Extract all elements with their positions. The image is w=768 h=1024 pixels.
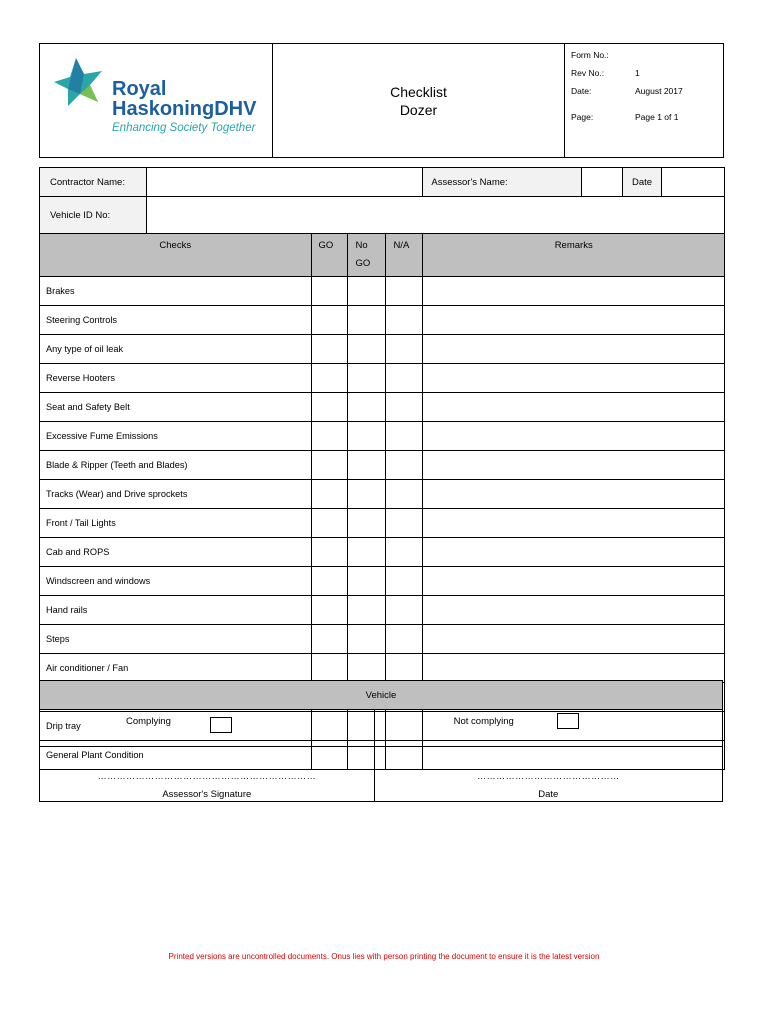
complying-checkbox[interactable] (210, 717, 232, 733)
na-cell[interactable] (386, 393, 423, 422)
remarks-cell[interactable] (423, 625, 725, 654)
assessor-name-label: Assessor's Name: (423, 168, 582, 197)
na-cell[interactable] (386, 451, 423, 480)
check-item-label: Reverse Hooters (40, 364, 312, 393)
date-row (571, 82, 717, 100)
na-cell[interactable] (386, 625, 423, 654)
no-go-cell[interactable] (348, 596, 386, 625)
go-cell[interactable] (311, 596, 348, 625)
remarks-cell[interactable] (423, 306, 725, 335)
go-cell[interactable] (311, 480, 348, 509)
sign-date-label: Date (538, 789, 559, 800)
info-row-2 (40, 197, 725, 234)
check-item-label: Brakes (40, 277, 312, 306)
check-item-label: Any type of oil leak (40, 335, 312, 364)
check-item-label: Drip tray (40, 712, 312, 741)
go-cell[interactable] (311, 364, 348, 393)
date-label: Date: (571, 86, 592, 96)
logo-cell (40, 44, 273, 158)
doc-subtitle: Dozer (399, 101, 438, 118)
remarks-cell[interactable] (423, 335, 725, 364)
checklist-row (40, 422, 725, 451)
go-cell[interactable] (311, 654, 348, 683)
na-cell[interactable] (386, 480, 423, 509)
check-item-label: Excessive Fume Emissions (40, 422, 312, 451)
check-item-label: Steps (40, 625, 312, 654)
checklist-row (40, 538, 725, 567)
col-go: GO (311, 234, 348, 277)
go-cell[interactable] (311, 277, 348, 306)
checklist-row (40, 451, 725, 480)
remarks-cell[interactable] (423, 654, 725, 683)
no-go-cell[interactable] (348, 625, 386, 654)
no-go-cell[interactable] (348, 451, 386, 480)
signature-line: …………………………………………………………… (97, 771, 317, 781)
na-cell[interactable] (386, 538, 423, 567)
not-complying-label: Not complying (453, 716, 514, 727)
check-item-label: Blade & Ripper (Teeth and Blades) (40, 451, 312, 480)
logo-line1: Royal (112, 78, 167, 100)
no-go-cell[interactable] (348, 364, 386, 393)
checklist-row (40, 480, 725, 509)
contractor-name-label: Contractor Name: (40, 168, 147, 197)
sign-date-cell[interactable] (374, 747, 722, 802)
complying-cell (40, 710, 375, 747)
no-go-cell[interactable] (348, 335, 386, 364)
not-complying-checkbox[interactable] (557, 713, 579, 729)
check-item-label: Air conditioner / Fan (40, 654, 312, 683)
rev-no-value: 1 (635, 68, 640, 78)
column-header-row (40, 234, 725, 277)
col-checks: Checks (40, 234, 312, 277)
na-cell[interactable] (386, 596, 423, 625)
na-cell[interactable] (386, 509, 423, 538)
na-cell[interactable] (386, 567, 423, 596)
vehicle-title: Vehicle (40, 681, 723, 710)
assessor-name-field[interactable] (582, 168, 623, 197)
no-go-cell[interactable] (348, 277, 386, 306)
vehicle-id-field[interactable] (146, 197, 724, 234)
remarks-cell[interactable] (423, 364, 725, 393)
remarks-cell[interactable] (423, 451, 725, 480)
header-table (39, 43, 724, 158)
check-item-label: Tracks (Wear) and Drive sprockets (40, 480, 312, 509)
no-go-cell[interactable] (348, 567, 386, 596)
no-go-cell[interactable] (348, 306, 386, 335)
col-no-go (348, 234, 386, 277)
remarks-cell[interactable] (423, 277, 725, 306)
go-cell[interactable] (311, 422, 348, 451)
check-item-label: General Plant Condition (40, 741, 312, 770)
no-go-cell[interactable] (348, 393, 386, 422)
checklist-row (40, 364, 725, 393)
title-cell (273, 44, 565, 158)
rev-no-row (571, 64, 717, 82)
remarks-cell[interactable] (423, 509, 725, 538)
check-item-label: Seat and Safety Belt (40, 393, 312, 422)
date-cell (623, 168, 725, 197)
checklist-row (40, 567, 725, 596)
col-remarks: Remarks (423, 234, 725, 277)
star-icon (54, 58, 102, 106)
col-no-go-line1: No (355, 240, 368, 251)
form-no-row (571, 46, 717, 64)
go-cell[interactable] (311, 567, 348, 596)
check-item-label: Hand rails (40, 596, 312, 625)
date-value: August 2017 (635, 86, 683, 96)
checklist-row (40, 509, 725, 538)
vehicle-id-label: Vehicle ID No: (40, 197, 147, 234)
rev-no-label: Rev No.: (571, 68, 605, 78)
page-value: Page 1 of 1 (635, 112, 679, 122)
signature-cell[interactable] (40, 747, 375, 802)
remarks-cell[interactable] (423, 480, 725, 509)
checklist-row (40, 596, 725, 625)
checklist-row (40, 393, 725, 422)
checklist-row (40, 277, 725, 306)
date-field[interactable] (662, 168, 724, 196)
remarks-cell[interactable] (423, 393, 725, 422)
page-row (571, 108, 717, 126)
no-go-cell[interactable] (348, 422, 386, 451)
go-cell[interactable] (311, 509, 348, 538)
royal-haskoningdhv-logo (40, 44, 272, 152)
remarks-cell[interactable] (423, 538, 725, 567)
check-item-label: Cab and ROPS (40, 538, 312, 567)
assessor-signature-label: Assessor's Signature (162, 789, 252, 800)
go-cell[interactable] (311, 451, 348, 480)
remarks-cell[interactable] (423, 422, 725, 451)
date-field-label: Date (623, 168, 662, 196)
col-no-go-line2: GO (355, 258, 371, 269)
no-go-cell[interactable] (348, 654, 386, 683)
page-label: Page: (571, 112, 594, 122)
checklist-row (40, 625, 725, 654)
na-cell[interactable] (386, 277, 423, 306)
complying-label: Complying (126, 716, 171, 727)
logo-line2: HaskoningDHV (112, 98, 257, 120)
date-line: ……………………………………… (477, 771, 620, 781)
na-cell[interactable] (386, 306, 423, 335)
remarks-cell[interactable] (423, 567, 725, 596)
check-item-label: Windscreen and windows (40, 567, 312, 596)
go-cell[interactable] (311, 335, 348, 364)
meta-cell (565, 44, 724, 158)
na-cell[interactable] (386, 654, 423, 683)
doc-title: Checklist (390, 83, 447, 100)
remarks-cell[interactable] (423, 596, 725, 625)
check-item-label: Front / Tail Lights (40, 509, 312, 538)
logo-tagline: Enhancing Society Together (112, 122, 256, 134)
go-cell[interactable] (311, 538, 348, 567)
go-cell[interactable] (311, 625, 348, 654)
contractor-name-field[interactable] (146, 168, 423, 197)
checklist-row (40, 306, 725, 335)
vehicle-table (39, 680, 723, 802)
uncontrolled-notice: Printed versions are uncontrolled documents. Onus lies with person printing the document to ensure it is the latest version (168, 952, 600, 961)
na-cell[interactable] (386, 364, 423, 393)
no-go-cell[interactable] (348, 509, 386, 538)
info-row-1 (40, 168, 725, 197)
go-cell[interactable] (311, 306, 348, 335)
no-go-cell[interactable] (348, 538, 386, 567)
form-no-label: Form No.: (571, 50, 609, 60)
go-cell[interactable] (311, 393, 348, 422)
na-cell[interactable] (386, 335, 423, 364)
col-na: N/A (386, 234, 423, 277)
no-go-cell[interactable] (348, 480, 386, 509)
not-complying-cell (374, 710, 722, 747)
check-item-label: Steering Controls (40, 306, 312, 335)
checklist-row (40, 654, 725, 683)
checklist-row (40, 335, 725, 364)
na-cell[interactable] (386, 422, 423, 451)
